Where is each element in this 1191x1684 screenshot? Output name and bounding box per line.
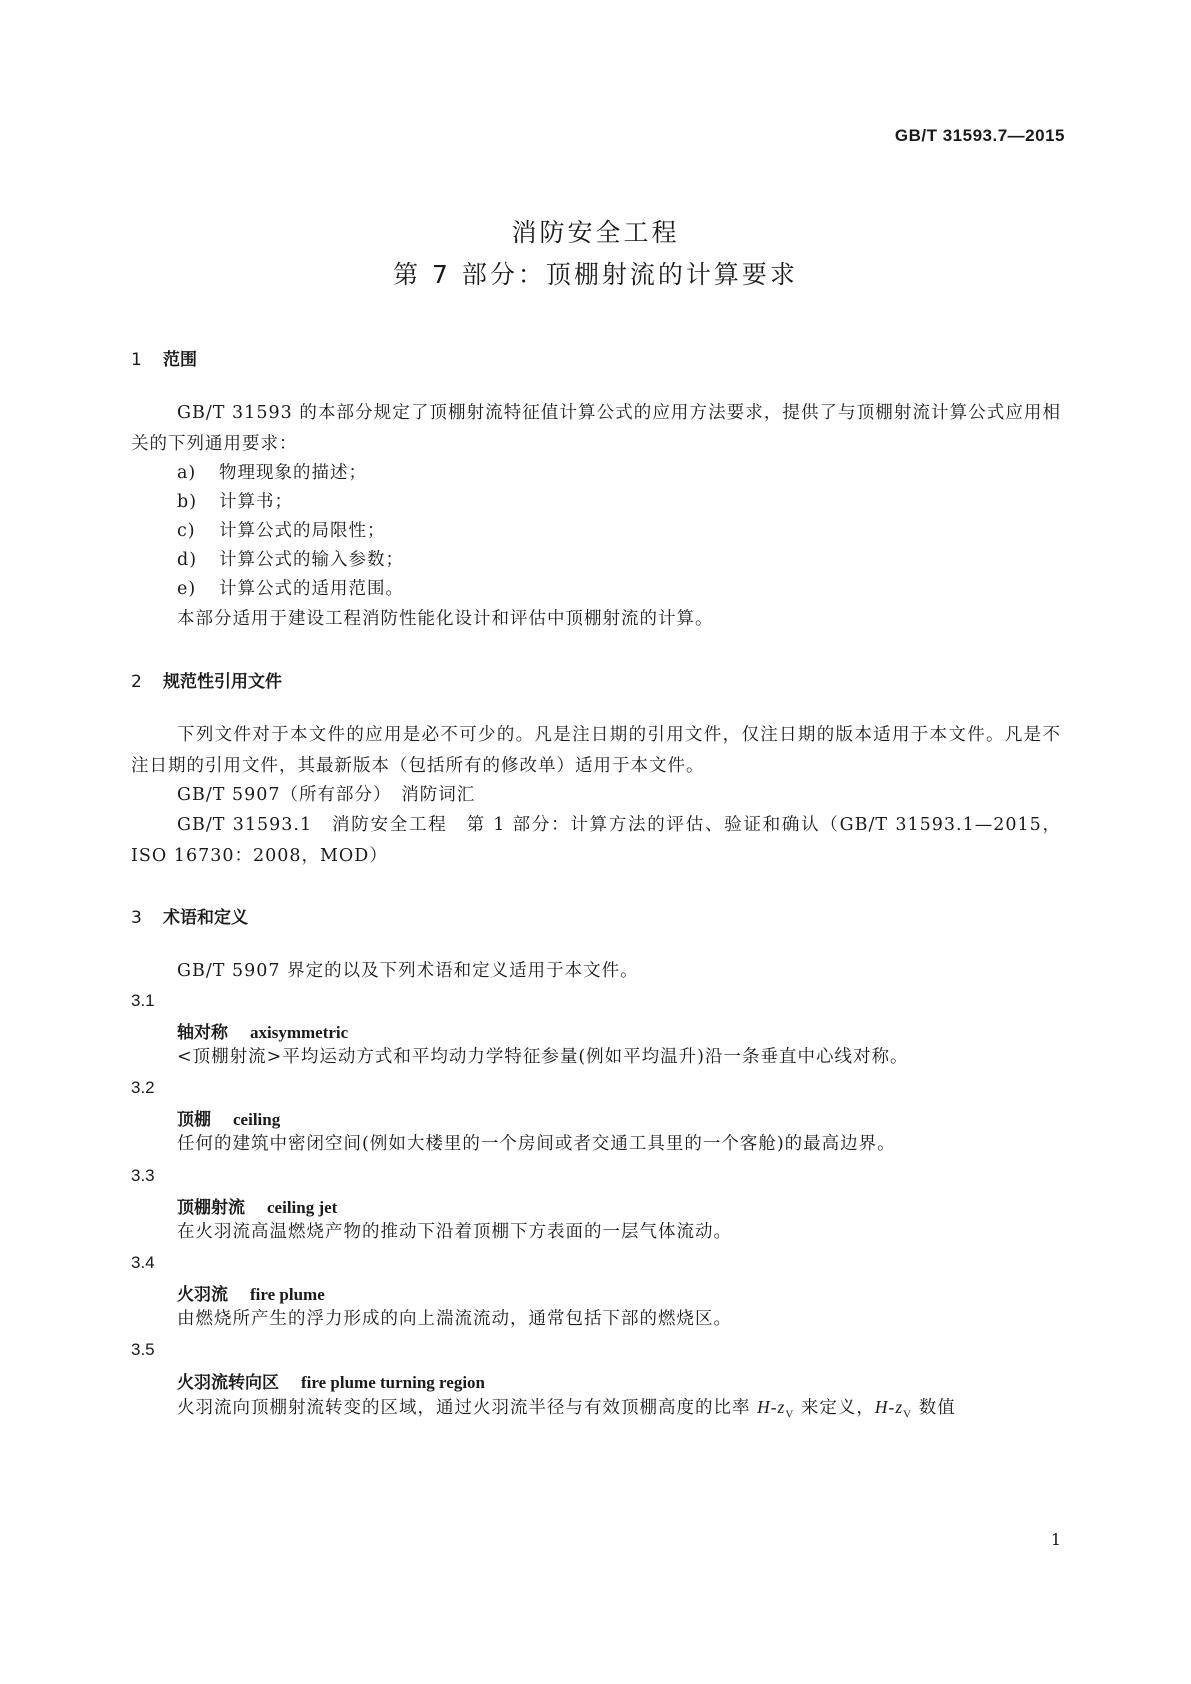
term-en: fire plume (250, 1285, 325, 1304)
list-label: e) (177, 579, 197, 599)
clause-number: 3.1 (131, 991, 155, 1010)
terms-intro-paragraph: GB/T 5907 界定的以及下列术语和定义适用于本文件。 (177, 961, 639, 981)
list-label: b) (177, 492, 198, 512)
term-heading (177, 1105, 280, 1130)
references-intro-paragraph: 下列文件对于本文件的应用是必不可少的。凡是注日期的引用文件，仅注日期的版本适用于本文件。凡是不注日期的引用文件，其最新版本（包括所有的修改单）适用于本文件。 (131, 725, 1061, 776)
section-title: 规范性引用文件 (163, 672, 282, 692)
term-zh: 顶棚射流 (177, 1198, 245, 1218)
list-text: 物理现象的描述； (219, 463, 367, 483)
term-definition: <顶棚射流>平均运动方式和平均动力学特征参量(例如平均温升)沿一条垂直中心线对称。 (177, 1047, 909, 1067)
page-number: 1 (1050, 1530, 1061, 1549)
term-zh: 火羽流转向区 (177, 1373, 279, 1393)
list-text: 计算公式的输入参数； (219, 550, 404, 570)
definition-text: 数值 (918, 1398, 956, 1418)
term-definition (177, 1392, 956, 1431)
term-zh: 火羽流 (177, 1285, 228, 1305)
list-item (177, 487, 293, 518)
clause-number: 3.4 (131, 1253, 155, 1272)
term-definition: 由燃烧所产生的浮力形成的向上湍流流动，通常包括下部的燃烧区。 (177, 1309, 732, 1329)
list-text: 计算书； (219, 492, 293, 512)
ratio-variable: $H-z_V$ (874, 1397, 913, 1421)
section-number: 3 (131, 908, 142, 928)
list-item (177, 516, 386, 547)
section-number: 1 (131, 350, 142, 370)
definition-text: 来定义， (800, 1398, 875, 1418)
section-heading-normative-references (131, 667, 282, 692)
term-zh: 顶棚 (177, 1110, 211, 1130)
section-number: 2 (131, 672, 142, 692)
term-definition: 在火羽流高温燃烧产物的推动下沿着顶棚下方表面的一层气体流动。 (177, 1222, 732, 1242)
list-label: c) (177, 521, 196, 541)
term-en: ceiling jet (267, 1198, 338, 1217)
list-text: 计算公式的局限性； (219, 521, 386, 541)
section-title: 范围 (163, 350, 197, 370)
definition-text: 火羽流向顶棚射流转变的区域，通过火羽流半径与有效顶棚高度的比率 (177, 1398, 751, 1418)
list-item (177, 458, 367, 489)
reference-item: GB/T 5907（所有部分） 消防词汇 (177, 785, 476, 805)
standard-number: GB/T 31593.7—2015 (894, 126, 1065, 145)
list-item (177, 545, 404, 576)
term-heading (177, 1368, 485, 1393)
section-heading-scope (131, 345, 197, 370)
clause-number: 3.2 (131, 1078, 155, 1097)
clause-number: 3.3 (131, 1166, 155, 1185)
list-label: a) (177, 463, 197, 483)
term-zh: 轴对称 (177, 1023, 228, 1043)
term-heading (177, 1280, 325, 1305)
clause-number: 3.5 (131, 1340, 155, 1359)
ratio-variable: $H-z_V$ (757, 1397, 795, 1421)
reference-item: GB/T 31593.1 消防安全工程 第 1 部分：计算方法的评估、验证和确认（GB/T 31593.1—2015，ISO 16730：2008，MOD） (131, 815, 1061, 866)
scope-intro-paragraph: GB/T 31593 的本部分规定了顶棚射流特征值计算公式的应用方法要求，提供了与顶棚射流计算公式应用相关的下列通用要求： (131, 403, 1061, 454)
term-heading (177, 1193, 337, 1218)
section-title: 术语和定义 (163, 908, 248, 928)
term-en: ceiling (233, 1110, 281, 1129)
list-text: 计算公式的适用范围。 (219, 579, 404, 599)
term-heading (177, 1018, 348, 1043)
term-definition: 任何的建筑中密闭空间(例如大楼里的一个房间或者交通工具里的一个客舱)的最高边界。 (177, 1134, 896, 1154)
scope-statement: 本部分适用于建设工程消防性能化设计和评估中顶棚射流的计算。 (177, 609, 714, 629)
term-en: fire plume turning region (301, 1373, 486, 1392)
document-title-line2: 第 7 部分：顶棚射流的计算要求 (393, 260, 798, 289)
document-title-line1: 消防安全工程 (511, 218, 680, 247)
list-label: d) (177, 550, 198, 570)
section-heading-terms (131, 903, 248, 928)
term-en: axisymmetric (250, 1023, 349, 1042)
list-item (177, 574, 404, 605)
